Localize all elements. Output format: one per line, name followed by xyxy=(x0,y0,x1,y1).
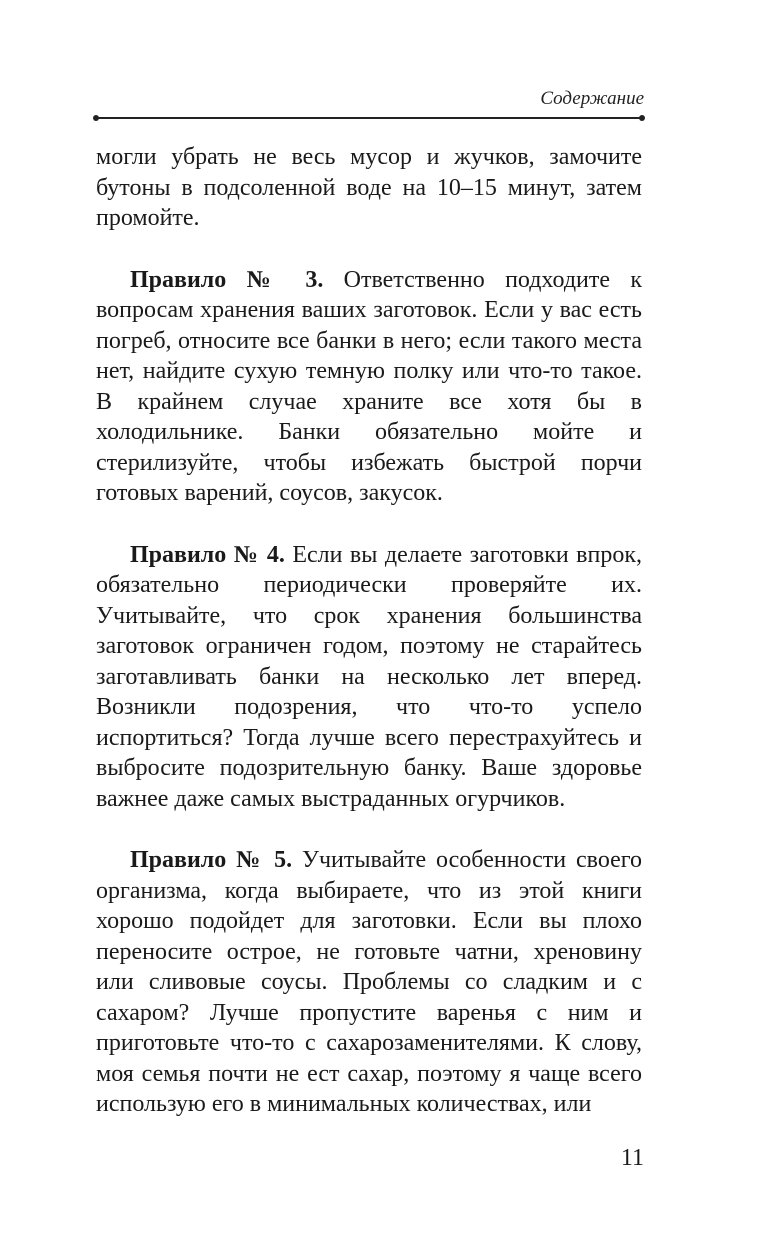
header-divider xyxy=(96,117,642,119)
paragraph-rule-3 xyxy=(96,265,642,509)
rule-heading: Правило № 5. xyxy=(130,847,293,873)
page-body xyxy=(96,142,642,1120)
page-number: 11 xyxy=(620,1145,644,1171)
paragraph-rule-5 xyxy=(96,845,642,1120)
rule-heading: Правило № 3. xyxy=(130,266,324,293)
paragraph-text: Учитывайте особенности своего организма, когда выбираете, что из этой книги хорошо подойдет для заготовки. Если вы плохо переносите острое, не готовьте чатни, хреновину или сливовые соусы. Проблемы со сладким и с сахаром? Лучше пропустите варенья с ним и приготовьте что-то с сахарозаменителями. К слову, моя семья почти не ест сахар, поэтому я чаще всего использую его в минимальных количествах, или xyxy=(96,847,643,1117)
paragraph-text: могли убрать не весь мусор и жучков, замочите бутоны в подсоленной воде на 10–15 минут, затем промойте. xyxy=(96,144,642,231)
paragraph-text: Если вы делаете заготовки впрок, обязательно периодически проверяйте их. Учитывайте, что срок хранения большинства заготовок ограничен годом, поэтому не старайтесь заготавливать банки на несколько лет вперед. Возникли подозрения, что что-то успело испортиться? Тогда лучше всего перестрахуйтесь и выбросите подозрительную банку. Ваше здоровье важнее даже самых выстраданных огурчиков. xyxy=(96,541,643,812)
rule-heading: Правило № 4. xyxy=(130,541,285,568)
paragraph-continuation xyxy=(96,142,642,234)
paragraph-text: Ответственно подходите к вопросам хранения ваших заготовок. Если у вас есть погреб, относите все банки в него; если такого места нет, найдите сухую темную полку или что-то такое. В крайнем случае храните все хотя бы в холодильнике. Банки обязательно мойте и стерилизуйте, чтобы избежать быстрой порчи готовых варений, соусов, закусок. xyxy=(96,266,642,506)
paragraph-rule-4 xyxy=(96,540,642,815)
table-of-contents-link[interactable]: Содержание xyxy=(540,88,644,109)
